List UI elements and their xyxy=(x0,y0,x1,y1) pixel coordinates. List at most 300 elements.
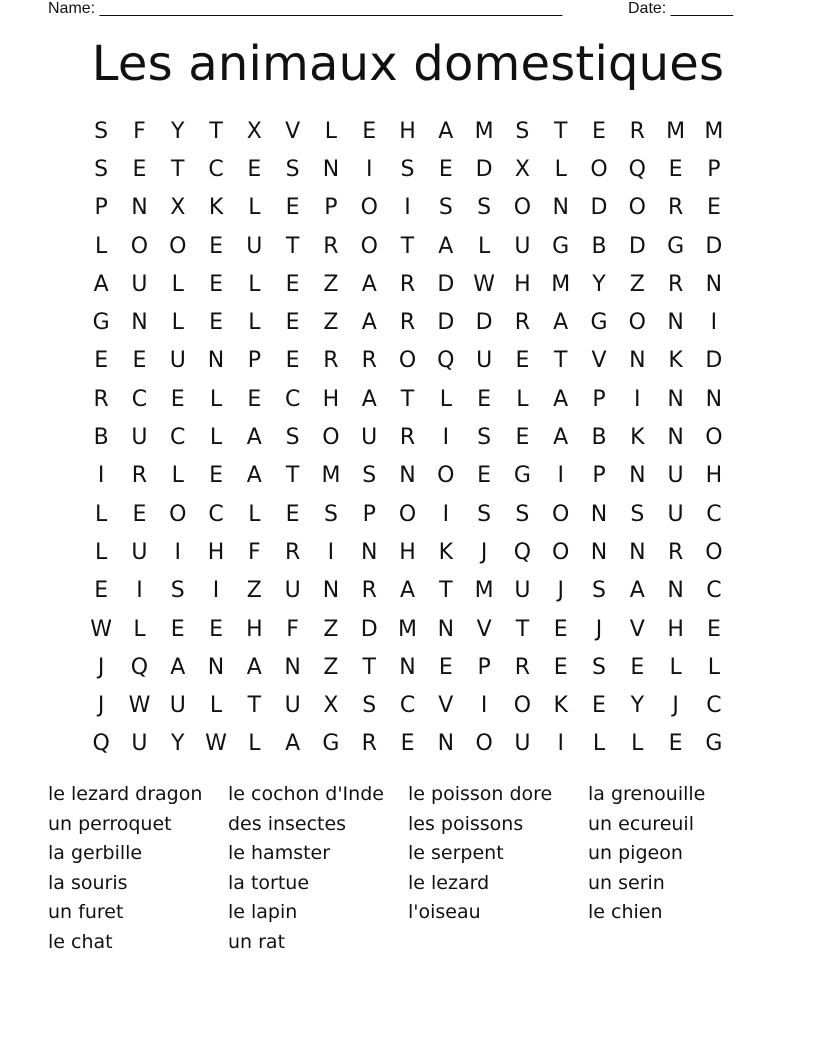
grid-cell: E xyxy=(132,348,147,374)
word-bank-item: un pigeon xyxy=(588,842,683,865)
grid-cell: V xyxy=(629,616,645,642)
grid-cell: L xyxy=(248,195,261,221)
grid-cell: P xyxy=(324,195,338,221)
grid-cell: J xyxy=(480,539,488,565)
grid-cell: L xyxy=(171,463,184,489)
grid-cell: T xyxy=(247,693,262,719)
grid-cell: E xyxy=(438,156,453,182)
grid-cell: E xyxy=(247,386,262,412)
grid-cell: L xyxy=(669,654,682,680)
grid-cell: E xyxy=(592,693,606,719)
grid-cell: I xyxy=(557,731,564,757)
grid-cell: E xyxy=(209,271,223,297)
grid-cell: V xyxy=(591,348,607,374)
grid-cell: U xyxy=(169,693,186,719)
grid-cell: W xyxy=(205,731,227,757)
grid-cell: E xyxy=(285,348,300,374)
grid-cell: D xyxy=(437,271,455,297)
grid-cell: U xyxy=(361,425,378,451)
grid-cell: J xyxy=(557,578,564,604)
grid-cell: N xyxy=(131,195,148,221)
grid-cell: E xyxy=(209,616,223,642)
word-bank-item: le hamster xyxy=(228,842,331,865)
grid-cell: E xyxy=(94,578,109,604)
grid-cell: A xyxy=(553,310,569,336)
grid-cell: O xyxy=(322,425,340,451)
grid-cell: E xyxy=(477,386,492,412)
grid-cell: I xyxy=(136,578,143,604)
grid-cell: O xyxy=(398,501,417,527)
grid-cell: I xyxy=(480,693,488,719)
grid-cell: X xyxy=(323,693,339,719)
grid-cell: U xyxy=(514,578,531,604)
grid-row xyxy=(82,380,736,418)
grid-cell: U xyxy=(131,539,148,565)
grid-cell: Q xyxy=(628,156,646,182)
grid-cell: S xyxy=(94,118,109,144)
grid-row xyxy=(82,648,736,686)
grid-row xyxy=(82,686,736,724)
word-bank-item: un ecureuil xyxy=(588,812,694,835)
grid-cell: G xyxy=(552,233,570,259)
grid-cell: R xyxy=(361,348,377,374)
grid-cell: A xyxy=(93,271,109,297)
grid-cell: A xyxy=(553,425,569,451)
grid-cell: A xyxy=(170,654,186,680)
grid-cell: P xyxy=(592,463,606,489)
grid-cell: E xyxy=(362,118,377,144)
grid-cell: N xyxy=(399,654,416,680)
grid-cell: X xyxy=(514,156,530,182)
grid-cell: M xyxy=(551,271,571,297)
grid-cell: G xyxy=(590,310,608,336)
grid-cell: N xyxy=(360,539,378,565)
grid-cell: J xyxy=(672,693,679,719)
grid-cell: S xyxy=(477,195,492,221)
grid-cell: U xyxy=(131,731,148,757)
grid-cell: M xyxy=(398,616,418,642)
grid-cell: N xyxy=(667,386,684,412)
grid-cell: O xyxy=(360,233,378,259)
grid-cell: U xyxy=(284,693,301,719)
word-bank-item: la grenouille xyxy=(588,783,706,805)
grid-cell: S xyxy=(94,156,109,182)
grid-cell: E xyxy=(515,348,530,374)
grid-cell: L xyxy=(133,616,146,642)
grid-cell: M xyxy=(474,578,494,604)
grid-row xyxy=(82,150,736,188)
grid-cell: O xyxy=(705,539,723,565)
grid-cell: L xyxy=(324,118,338,144)
grid-cell: N xyxy=(207,348,225,374)
grid-cell: T xyxy=(400,233,415,259)
grid-cell: I xyxy=(442,501,450,527)
grid-cell: Q xyxy=(513,539,532,565)
grid-cell: S xyxy=(592,578,606,604)
grid-cell: Y xyxy=(592,271,606,297)
grid-cell: O xyxy=(628,310,646,336)
grid-cell: E xyxy=(285,271,300,297)
grid-cell: G xyxy=(705,731,723,757)
word-bank-item: l'oiseau xyxy=(408,901,481,924)
grid-cell: P xyxy=(362,501,376,527)
grid-cell: I xyxy=(404,195,411,221)
grid-cell: O xyxy=(628,195,646,221)
grid-cell: T xyxy=(362,654,376,680)
grid-cell: U xyxy=(667,501,684,527)
grid-cell: I xyxy=(327,539,335,565)
grid-cell: L xyxy=(95,233,108,259)
grid-cell: A xyxy=(285,731,301,757)
grid-cell: C xyxy=(284,386,301,412)
grid-cell: C xyxy=(131,386,148,412)
grid-row xyxy=(82,189,736,227)
grid-cell: M xyxy=(704,118,724,144)
grid-cell: N xyxy=(284,654,301,680)
grid-cell: U xyxy=(169,348,186,374)
grid-cell: B xyxy=(591,233,607,259)
grid-cell: L xyxy=(248,310,261,336)
grid-cell: O xyxy=(590,156,608,182)
grid-cell: Q xyxy=(130,654,149,680)
grid-cell: A xyxy=(553,386,569,412)
grid-cell: N xyxy=(705,271,723,297)
name-field[interactable]: Name: ____________________________________________________ xyxy=(48,0,563,17)
grid-cell: V xyxy=(285,118,301,144)
grid-cell: L xyxy=(248,271,261,297)
grid-cell: I xyxy=(365,156,373,182)
grid-cell: R xyxy=(399,425,416,451)
grid-cell: U xyxy=(514,731,531,757)
grid-row xyxy=(82,725,736,763)
grid-cell: E xyxy=(170,616,185,642)
grid-cell: C xyxy=(399,693,416,719)
grid-cell: D xyxy=(475,156,493,182)
grid-cell: H xyxy=(705,463,723,489)
grid-cell: U xyxy=(514,233,531,259)
grid-cell: M xyxy=(474,118,494,144)
grid-cell: N xyxy=(131,310,148,336)
grid-cell: E xyxy=(706,195,721,221)
grid-cell: W xyxy=(128,693,151,719)
word-bank-item: le cochon d'Inde xyxy=(228,783,384,805)
grid-cell: C xyxy=(706,693,722,719)
grid-cell: S xyxy=(285,156,300,182)
grid-cell: E xyxy=(668,731,683,757)
grid-cell: A xyxy=(361,310,377,336)
grid-row xyxy=(82,265,736,303)
grid-cell: O xyxy=(552,501,570,527)
grid-cell: T xyxy=(553,348,568,374)
grid-cell: A xyxy=(361,271,377,297)
grid-cell: O xyxy=(513,195,532,221)
grid-cell: L xyxy=(631,731,644,757)
grid-cell: U xyxy=(476,348,493,374)
grid-cell: H xyxy=(246,616,263,642)
grid-cell: E xyxy=(285,310,300,336)
grid-cell: R xyxy=(399,271,416,297)
grid-cell: G xyxy=(667,233,685,259)
grid-cell: L xyxy=(95,501,108,527)
grid-row xyxy=(82,303,736,341)
grid-cell: S xyxy=(515,501,530,527)
grid-cell: A xyxy=(246,654,262,680)
grid-cell: N xyxy=(590,539,608,565)
grid-cell: D xyxy=(590,195,608,221)
grid-cell: O xyxy=(513,693,532,719)
grid-row xyxy=(82,533,736,571)
grid-cell: D xyxy=(705,233,723,259)
grid-cell: J xyxy=(97,654,105,680)
grid-cell: R xyxy=(361,731,377,757)
word-bank-item: le poisson dore xyxy=(408,783,553,805)
grid-cell: E xyxy=(438,654,453,680)
grid-cell: O xyxy=(169,233,187,259)
word-bank-item: un rat xyxy=(228,930,286,953)
grid-cell: D xyxy=(628,233,646,259)
grid-cell: F xyxy=(248,539,261,565)
grid-cell: W xyxy=(473,271,495,297)
grid-cell: Z xyxy=(323,271,339,297)
grid-cell: I xyxy=(174,539,181,565)
grid-cell: N xyxy=(437,731,455,757)
word-bank-item: le lezard dragon xyxy=(48,783,203,805)
grid-cell: L xyxy=(95,539,108,565)
grid-cell: R xyxy=(399,310,416,336)
grid-cell: T xyxy=(285,233,300,259)
grid-cell: P xyxy=(592,386,606,412)
grid-cell: R xyxy=(93,386,109,412)
grid-cell: L xyxy=(209,693,223,719)
word-bank-item: le serpent xyxy=(408,842,504,865)
grid-cell: B xyxy=(93,425,109,451)
grid-cell: N xyxy=(705,386,723,412)
grid-cell: E xyxy=(285,501,300,527)
grid-cell: C xyxy=(208,501,224,527)
grid-cell: E xyxy=(630,654,645,680)
grid-cell: E xyxy=(94,348,109,374)
grid-cell: N xyxy=(207,654,225,680)
grid-row xyxy=(82,342,736,380)
grid-cell: O xyxy=(437,463,455,489)
grid-cell: G xyxy=(92,310,110,336)
header xyxy=(48,0,748,18)
grid-cell: U xyxy=(284,578,301,604)
word-bank-item: un serin xyxy=(588,871,665,894)
grid-cell: R xyxy=(131,463,148,489)
grid-cell: H xyxy=(322,386,340,412)
word-bank-item: la souris xyxy=(48,871,128,894)
grid-row xyxy=(82,112,736,150)
grid-cell: J xyxy=(595,616,603,642)
grid-cell: X xyxy=(246,118,262,144)
grid-cell: R xyxy=(667,271,684,297)
grid-cell: A xyxy=(438,118,454,144)
grid-cell: S xyxy=(592,654,606,680)
grid-cell: A xyxy=(629,578,645,604)
grid-cell: L xyxy=(171,310,184,336)
grid-cell: U xyxy=(246,233,263,259)
grid-cell: O xyxy=(475,731,493,757)
grid-cell: N xyxy=(629,463,646,489)
grid-cell: T xyxy=(171,156,185,182)
grid-cell: N xyxy=(629,348,646,374)
grid-cell: K xyxy=(438,539,454,565)
grid-cell: N xyxy=(437,616,455,642)
grid-cell: F xyxy=(133,118,146,144)
grid-cell: L xyxy=(248,731,261,757)
grid-cell: Y xyxy=(171,118,185,144)
grid-cell: Q xyxy=(92,731,110,757)
grid-cell: X xyxy=(170,195,186,221)
grid-cell: A xyxy=(361,386,377,412)
word-bank-item: le lapin xyxy=(228,901,298,924)
grid-cell: I xyxy=(710,310,718,336)
letter-grid xyxy=(82,112,736,763)
word-bank-item: le lezard xyxy=(408,871,490,894)
grid-cell: O xyxy=(705,425,723,451)
grid-cell: H xyxy=(399,118,416,144)
grid-cell: S xyxy=(362,463,377,489)
grid-cell: E xyxy=(477,463,492,489)
word-bank-item: des insectes xyxy=(228,812,347,835)
grid-cell: T xyxy=(285,463,300,489)
word-bank-item: la gerbille xyxy=(48,842,143,865)
grid-cell: Z xyxy=(323,654,339,680)
grid-cell: W xyxy=(90,616,113,642)
grid-cell: R xyxy=(323,348,339,374)
grid-cell: E xyxy=(706,616,721,642)
grid-cell: D xyxy=(475,310,493,336)
grid-row xyxy=(82,610,736,648)
grid-cell: R xyxy=(361,578,377,604)
grid-cell: M xyxy=(321,463,341,489)
grid-cell: E xyxy=(592,118,606,144)
grid-cell: B xyxy=(591,425,607,451)
date-field[interactable]: Date: _______ xyxy=(628,0,733,17)
grid-cell: U xyxy=(131,425,148,451)
grid-cell: E xyxy=(285,195,300,221)
grid-cell: O xyxy=(552,539,570,565)
grid-cell: E xyxy=(247,156,262,182)
grid-cell: F xyxy=(286,616,299,642)
grid-cell: L xyxy=(554,156,567,182)
grid-cell: U xyxy=(667,463,684,489)
grid-cell: L xyxy=(209,386,223,412)
grid-cell: L xyxy=(439,386,452,412)
grid-cell: Z xyxy=(246,578,262,604)
grid-cell: N xyxy=(667,425,684,451)
grid-cell: Q xyxy=(437,348,455,374)
grid-cell: C xyxy=(706,501,722,527)
grid-cell: U xyxy=(131,271,148,297)
grid-cell: L xyxy=(707,654,721,680)
grid-cell: O xyxy=(398,348,417,374)
grid-cell: E xyxy=(668,156,683,182)
grid-row xyxy=(82,572,736,610)
grid-cell: C xyxy=(706,578,722,604)
grid-cell: M xyxy=(666,118,686,144)
grid-cell: G xyxy=(513,463,531,489)
grid-row xyxy=(82,227,736,265)
grid-cell: R xyxy=(667,539,684,565)
grid-cell: A xyxy=(246,463,262,489)
grid-cell: K xyxy=(553,693,568,719)
grid-cell: L xyxy=(171,271,184,297)
grid-cell: N xyxy=(667,578,684,604)
word-bank-item: un perroquet xyxy=(48,812,172,835)
grid-cell: E xyxy=(553,654,568,680)
grid-cell: S xyxy=(400,156,415,182)
grid-row xyxy=(82,457,736,495)
grid-cell: N xyxy=(552,195,569,221)
grid-cell: O xyxy=(360,195,378,221)
grid-cell: A xyxy=(246,425,262,451)
grid-cell: E xyxy=(170,386,185,412)
grid-cell: S xyxy=(362,693,377,719)
grid-cell: E xyxy=(209,310,223,336)
grid-cell: R xyxy=(514,310,531,336)
grid-cell: Y xyxy=(171,731,185,757)
grid-cell: V xyxy=(476,616,492,642)
grid-cell: Z xyxy=(629,271,645,297)
grid-cell: I xyxy=(212,578,220,604)
grid-cell: S xyxy=(477,501,492,527)
grid-cell: O xyxy=(130,233,149,259)
grid-cell: S xyxy=(438,195,453,221)
grid-cell: H xyxy=(399,539,416,565)
grid-cell: T xyxy=(439,578,453,604)
grid-cell: N xyxy=(322,156,340,182)
grid-cell: I xyxy=(634,386,641,412)
word-bank-item: la tortue xyxy=(228,871,310,894)
grid-cell: D xyxy=(437,310,455,336)
grid-cell: H xyxy=(207,539,225,565)
grid-cell: N xyxy=(399,463,416,489)
grid-cell: P xyxy=(247,348,261,374)
grid-cell: R xyxy=(323,233,339,259)
grid-cell: O xyxy=(169,501,187,527)
grid-cell: K xyxy=(668,348,683,374)
grid-cell: S xyxy=(170,578,185,604)
grid-cell: K xyxy=(630,425,645,451)
grid-cell: E xyxy=(553,616,568,642)
word-bank-item: les poissons xyxy=(408,812,524,835)
grid-cell: C xyxy=(170,425,186,451)
grid-cell: N xyxy=(322,578,340,604)
grid-cell: S xyxy=(630,501,645,527)
grid-cell: S xyxy=(477,425,492,451)
grid-cell: R xyxy=(629,118,645,144)
grid-cell: P xyxy=(94,195,108,221)
grid-cell: R xyxy=(514,654,531,680)
grid-cell: Z xyxy=(323,310,339,336)
grid-cell: K xyxy=(208,195,224,221)
grid-cell: L xyxy=(592,731,606,757)
grid-cell: T xyxy=(553,118,568,144)
grid-cell: P xyxy=(477,654,491,680)
grid-row xyxy=(82,495,736,533)
grid-cell: A xyxy=(438,233,454,259)
grid-cell: E xyxy=(209,463,223,489)
grid-cell: I xyxy=(442,425,450,451)
grid-cell: T xyxy=(400,386,415,412)
grid-cell: S xyxy=(285,425,300,451)
grid-cell: T xyxy=(515,616,530,642)
grid-cell: L xyxy=(516,386,529,412)
grid-cell: H xyxy=(514,271,531,297)
grid-cell: T xyxy=(209,118,223,144)
